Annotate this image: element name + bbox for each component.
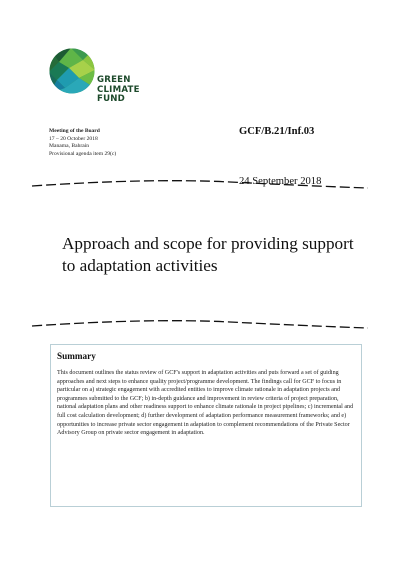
summary-body: This document outlines the status review of GCF's support in adaptation activities and puts forward a set of guiding approaches and next steps to enhance quality project/programme development. The findings call for GCF to focus in particular on a) strategic engagement with accredited entities to improve climate rationale in adaptation projects and programmes submitted to the GCF; b) in-depth guidance and improvement in review criteria of project preparation, national adaptation plans and other readiness support to enhance climate rationale in project pipelines; c) incremental and full cost calculation development; d) further development of adaptation performance measurement frameworks; and e) opportunities to increase private sector engagement in adaptation to complement recommendations of the Private Sector Advisory Group on private sector engagement in adaptation.: [57, 370, 354, 437]
meeting-title: Meeting of the Board: [49, 128, 100, 134]
gcf-globe-logo-icon: [49, 48, 95, 94]
summary-heading: Summary: [57, 351, 96, 361]
meeting-dates: 17 – 20 October 2018: [49, 135, 98, 142]
logo-wordmark: [97, 76, 140, 105]
summary-box: [50, 344, 362, 507]
logo-line-1: GREEN: [97, 75, 131, 85]
document-reference: GCF/B.21/Inf.03: [239, 126, 315, 137]
decorative-divider-bottom: [30, 318, 370, 332]
meeting-info: [49, 128, 116, 158]
decorative-divider-top: [30, 178, 370, 192]
document-date: 24 September 2018: [239, 176, 322, 187]
logo-line-3: FUND: [97, 94, 125, 105]
document-title: Approach and scope for providing support to adaptation activities: [62, 234, 354, 275]
logo-line-2: CLIMATE: [97, 84, 140, 95]
meeting-location: Manama, Bahrain: [49, 143, 90, 150]
meeting-agenda-item: Provisional agenda item 29(c): [49, 150, 117, 157]
